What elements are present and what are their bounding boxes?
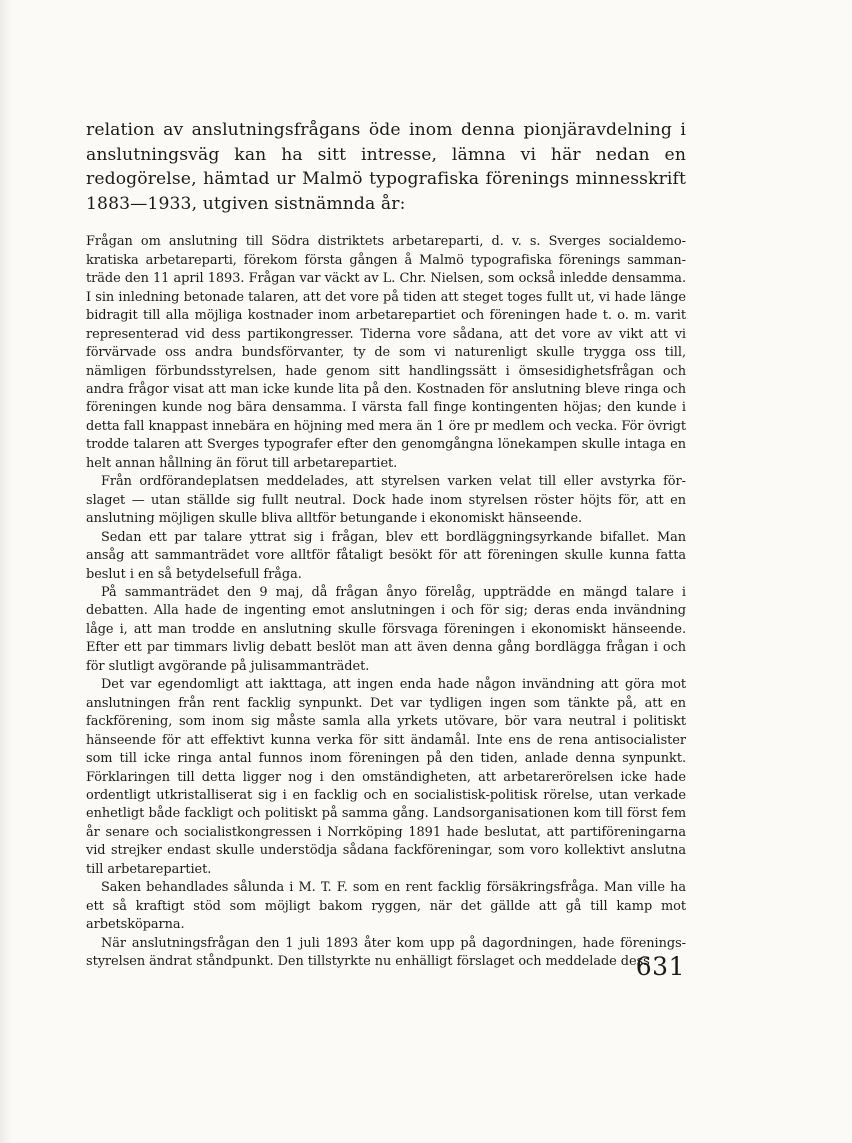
quote-paragraph: Sedan ett par talare yttrat sig i frågan, blev ett bordläggningsyrkande bifallet. Man ansåg att sammanträdet vore alltför fåtaligt besökt för att föreningen skulle kunna fatta beslut i en så betydelsefull fråga. bbox=[86, 529, 686, 582]
quote-paragraph: På sammanträdet den 9 maj, då frågan ånyo förelåg, uppträdde en mängd talare i debatten. Alla hade de ingenting emot anslutningen i och för sig; deras enda invändning låge i, att man trodde en anslutning skulle försvaga föreningen i ekonomiskt hänseende. Efter ett par timmars livlig debatt beslöt man att även denna gång bordlägga frågan i och för slutligt avgörande på julisammanträdet. bbox=[86, 584, 686, 674]
quote-paragraph: Saken behandlades sålunda i M. T. F. som en rent facklig försäkringsfråga. Man ville ha ett så kraftigt stöd som möjligt bakom ryggen, när det gällde att gå till kamp mot arbetsköparna. bbox=[86, 880, 686, 933]
quoted-excerpt bbox=[86, 233, 686, 971]
page-edge-shadow bbox=[0, 0, 12, 1143]
quote-paragraph: Frågan om anslutning till Södra distriktets arbetareparti, d. v. s. Sverges socialdemokratiska arbetareparti, förekom första gången å Malmö typografiska förenings sammanträde den 11 april 1893. Frågan var väckt av L. Chr. Nielsen, som också inledde densamma. I sin inledning betonade talaren, att det vore på tiden att steget toges fullt ut, vi hade länge bidragit till alla möjliga kostnader inom arbetarepartiet och föreningen hade t. o. m. varit representerad vid dess partikongresser. Tiderna vore sådana, att det vore av vikt att vi förvärvade oss andra bundsförvanter, ty de som vi naturenligt skulle trygga oss till, nämligen förbundsstyrelsen, hade genom sitt handlingssätt i ömsesidighetsfrågan och andra frågor visat att man icke kunde lita på den. Kostnaden för anslutning bleve ringa och föreningen kunde nog bära densamma. I värsta fall finge kontingenten höjas; den kunde i detta fall knappast innebära en höjning med mera än 1 öre pr medlem och vecka. För övrigt trodde talaren att Sverges typografer efter den genomgångna lönekampen skulle intaga en helt annan hållning än förut till arbetarepartiet. bbox=[86, 234, 686, 471]
quote-paragraph: Det var egendomligt att iakttaga, att ingen enda hade någon invändning att göra mot anslutningen från rent facklig synpunkt. Det var tydligen ingen som tänkte på, att en fackförening, som inom sig måste samla alla yrkets utövare, bör vara neutral i politiskt hänseende för att effektivt kunna verka för sitt ändamål. Inte ens de rena antisocialister som till icke ringa antal funnos inom föreningen på den tiden, anlade denna synpunkt. Förklaringen till detta ligger nog i den omständigheten, att arbetarerörelsen icke hade ordentligt utkristalliserat sig i en facklig och en socialistisk‑politisk rörelse, utan verkade enhetligt både fackligt och politiskt på samma gång. Landsorganisationen kom till först fem år senare och socialistkongressen i Norrköping 1891 hade beslutat, att partiföreningarna vid strejker endast skulle understödja sådana fackföreningar, som voro kollektivt anslutna till arbetarepartiet. bbox=[86, 677, 686, 877]
intro-paragraph: relation av anslutningsfrågans öde inom denna pionjäravdelning i anslutningsväg kan ha sitt intresse, lämna vi här nedan en redogörelse, hämtad ur Malmö typografiska förenings minnesskrift 1883—1933, utgiven sistnämnda år: bbox=[86, 120, 686, 214]
quote-paragraph: Från ordförandeplatsen meddelades, att styrelsen varken velat till eller avstyrka förslaget — utan ställde sig fullt neutral. Dock hade inom styrelsen röster höjts för, att en anslutning möjligen skulle bliva alltför betungande i ekonomiskt hänseende. bbox=[86, 474, 686, 527]
text-column bbox=[86, 118, 686, 972]
quote-paragraph: När anslutningsfrågan den 1 juli 1893 åter kom upp på dagordningen, hade föreningsstyrelsen ändrat ståndpunkt. Den tillstyrkte nu enhälligt förslaget och meddelade dess bbox=[86, 935, 686, 970]
page-number: 631 bbox=[635, 952, 685, 981]
